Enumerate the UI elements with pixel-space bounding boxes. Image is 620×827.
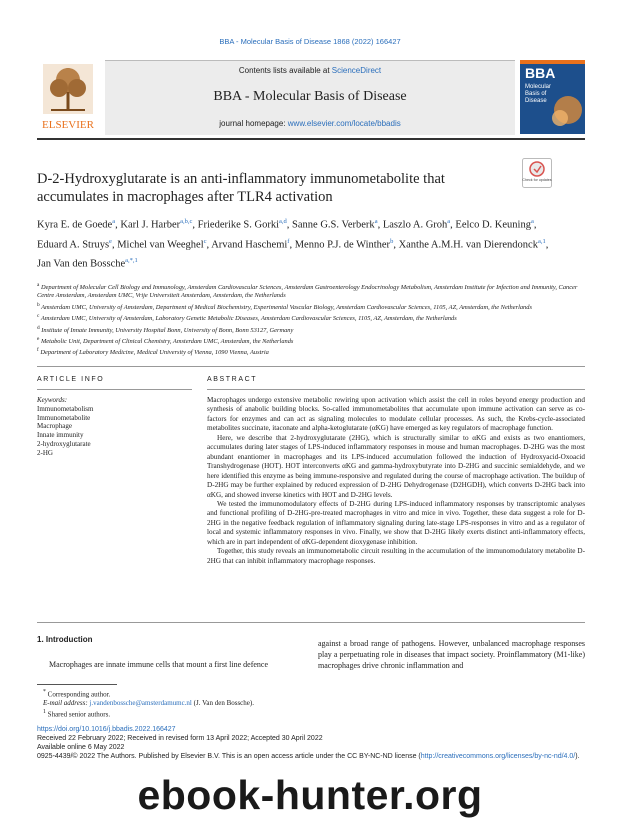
doi-link[interactable]: https://doi.org/10.1016/j.bbadis.2022.166427 bbox=[37, 726, 176, 733]
shared-footnote bbox=[43, 708, 343, 719]
email-label: E-mail address: bbox=[43, 699, 88, 708]
keywords-block bbox=[37, 396, 187, 458]
author-affiliation-mark[interactable]: a,1 bbox=[537, 237, 546, 245]
author-name[interactable]: Friederike S. Gorki bbox=[197, 219, 280, 231]
affiliation-mark: c bbox=[37, 313, 40, 320]
author-name[interactable]: Menno P.J. de Winther bbox=[294, 239, 391, 250]
author-name[interactable]: Xanthe A.M.H. van Dierendonck bbox=[398, 239, 538, 250]
watermark: ebook-hunter.org bbox=[137, 772, 483, 818]
corresponding-footnote bbox=[43, 688, 343, 699]
article-title: D-2-Hydroxyglutarate is an anti-inflammatory immunometabolite that accumulates in macrophages after TLR4 activation bbox=[37, 171, 445, 205]
abstract-body bbox=[207, 396, 585, 566]
abstract-rule bbox=[207, 389, 585, 390]
affiliations-divider bbox=[37, 366, 585, 367]
homepage-prefix: journal homepage: bbox=[219, 119, 286, 128]
keyword: Immunometabolism bbox=[37, 404, 94, 413]
author-affiliation-mark[interactable]: a bbox=[447, 218, 451, 225]
abstract-divider bbox=[37, 622, 585, 623]
affiliation-mark: b bbox=[37, 301, 40, 308]
section-heading: 1. Introduction bbox=[37, 635, 93, 644]
journal-citation[interactable]: BBA - Molecular Basis of Disease 1868 (2022) 166427 bbox=[219, 37, 401, 46]
footnote-mark: 1 bbox=[43, 709, 46, 716]
journal-title: BBA - Molecular Basis of Disease bbox=[213, 89, 407, 104]
author-affiliation-mark[interactable]: e bbox=[109, 237, 112, 245]
journal-header bbox=[37, 60, 585, 134]
abstract-paragraph: Here, we describe that 2-hydroxyglutarate (2HG), which is structurally similar to αKG and exists as two enantiomers, accumulates during later stages of LPS-induced inflammatory responses in mouse and human macrophages. D-2HG was the most abundant enantiomer in macrophages and its LPS-induced accumulation followed the induction of Hydroxyacid-Oxoacid Transhydrogenase (HOT). HOT interconverts αKG and gamma-hydroxybutyrate into D-2HG and succinic semialdehyde, and we here identified this enzyme as being immune-responsive and regulated during the course of macrophage activation. The buildup of D-2HG may be further explained by reduced expression of D-2HG Dehydrogenase (D2HGDH), which converts D-2HG back into αKG, and showed inverse kinetics with HOT and D-2HG levels. bbox=[207, 433, 585, 499]
license-link[interactable]: http://creativecommons.org/licenses/by-nc-nd/4.0/ bbox=[420, 753, 576, 760]
check-updates-label: Check for updates bbox=[522, 178, 552, 182]
shared-label: Shared senior authors. bbox=[47, 710, 111, 719]
contents-prefix: Contents lists available at bbox=[238, 66, 330, 75]
affiliation-item bbox=[37, 324, 585, 335]
affiliation-item bbox=[37, 312, 585, 323]
svg-text:Disease: Disease bbox=[525, 98, 547, 104]
author-affiliation-mark[interactable]: b bbox=[390, 237, 394, 245]
author-name[interactable]: Arvand Haschemi bbox=[211, 239, 288, 250]
corresponding-label: Corresponding author. bbox=[47, 690, 111, 699]
body-left-column bbox=[37, 634, 307, 670]
article-info-rule bbox=[37, 389, 192, 390]
keyword: Immunometabolite bbox=[37, 413, 91, 422]
author-name[interactable]: Michel van Weeghel bbox=[117, 239, 204, 250]
affiliations bbox=[37, 281, 585, 358]
affiliation-text: Department of Molecular Cell Biology and Immunology, Amsterdam Cardiovascular Sciences, Amsterdam Gastroenterology Endocrinology Metabolism, Amsterdam Institute for Infection and Immunity, Cancer Centre Amsterdam, Amsterdam UMC, Vrije Universiteit Amsterdam, Amsterdam, the Netherlands bbox=[37, 284, 578, 300]
header-divider bbox=[37, 138, 585, 140]
available-online: Available online 6 May 2022 bbox=[37, 744, 125, 751]
affiliation-item bbox=[37, 281, 585, 301]
elsevier-wordmark: ELSEVIER bbox=[42, 119, 94, 131]
affiliation-text: Department of Laboratory Medicine, Medical University of Vienna, 1090 Vienna, Austria bbox=[40, 349, 269, 357]
author-affiliation-mark[interactable]: a bbox=[530, 218, 534, 225]
keyword: 2-hydroxyglutarate bbox=[37, 439, 91, 448]
author-affiliation-mark[interactable]: a bbox=[112, 218, 116, 225]
footnote-rule bbox=[37, 684, 117, 685]
svg-text:Basis of: Basis of bbox=[525, 91, 547, 97]
author-name[interactable]: Sanne G.S. Verberk bbox=[292, 219, 375, 231]
affiliation-mark: a bbox=[37, 282, 40, 288]
license-line bbox=[37, 752, 585, 761]
author-affiliation-mark[interactable]: f bbox=[287, 237, 290, 245]
body-paragraph: Macrophages are innate immune cells that mount a first line defence bbox=[49, 660, 269, 669]
journal-banner bbox=[105, 60, 515, 135]
keyword: Macrophage bbox=[37, 422, 72, 431]
author-list: Kyra E. de Goede$^a$, Karl J. Harber$^{a,b,c}$, Friederike S. Gorki$^{a,d}$, Sanne G.S. Verberk$^a$, Laszlo A. Groh$^a$, Eelco D. Keuning$^a$, Eduard A. Struys$^e$, Michel van Weeghel$^c$, Arvand Haschemi$^f$, Menno P.J. de Winther$^b$, Xanthe A.M.H. van Dierendonck$^{a,1}$, Jan Van den Bossche$^{a,*,1}$ bbox=[37, 218, 549, 270]
article-footer bbox=[37, 725, 585, 761]
affiliation-text: Institute of Innate Immunity, University Hospital Bonn, University of Bonn, Bonn 53127, Germany bbox=[41, 326, 294, 334]
author-affiliation-mark[interactable]: a,*,1 bbox=[125, 257, 138, 264]
author-affiliation-mark[interactable]: a,d bbox=[279, 218, 287, 225]
abstract-paragraph: Together, this study reveals an immunometabolic circuit resulting in the accumulation of the immunomodulatory metabolite D-2HG that can inhibit inflammatory macrophage responses. bbox=[207, 547, 585, 565]
affiliation-mark: d bbox=[37, 324, 40, 331]
affiliation-item bbox=[37, 301, 585, 312]
author-affiliation-mark[interactable]: a,b,c bbox=[180, 218, 193, 225]
author-name[interactable]: Karl J. Harber bbox=[120, 219, 181, 231]
email-link[interactable]: j.vandenbossche@amsterdamumc.nl bbox=[89, 699, 192, 708]
abstract-paragraph: Macrophages undergo extensive metabolic rewiring upon activation which assist the cell in roles beyond energy production and synthesis of anabolic building blocks. So-called immunometabolites that accumulate upon immune activation can serve as co-factors for enzymes and can act as signaling molecules to modulate cellular processes. As such, the Krebs-cycle-associated metabolites succinate, itaconate and alpha-ketoglutarate (αKG) have emerged as key regulators of macrophage function. bbox=[207, 396, 585, 433]
author-affiliation-mark[interactable]: a bbox=[374, 218, 378, 225]
affiliation-text: Amsterdam UMC, University of Amsterdam, Department of Medical Biochemistry, Experimental Vascular Biology, Amsterdam Cardiovascular Sciences, 1105, AZ, Amsterdam, the Netherlands bbox=[41, 303, 532, 311]
license-text: 0925-4439/© 2022 The Authors. Published by Elsevier B.V. This is an open access article under the CC BY-NC-ND license ( bbox=[37, 753, 421, 760]
abstract-heading: ABSTRACT bbox=[207, 376, 258, 383]
email-owner: (J. Van den Bossche). bbox=[193, 699, 254, 708]
sciencedirect-link[interactable]: ScienceDirect bbox=[331, 66, 382, 75]
footnotes bbox=[43, 688, 343, 720]
journal-cover-image bbox=[520, 60, 585, 134]
affiliation-mark: f bbox=[37, 347, 39, 354]
keyword: 2-HG bbox=[37, 448, 53, 457]
homepage-link[interactable]: www.elsevier.com/locate/bbadis bbox=[287, 119, 401, 128]
article-info-heading: ARTICLE INFO bbox=[37, 376, 105, 383]
received-dates: Received 22 February 2022; Received in revised form 13 April 2022; Accepted 30 April 2022 bbox=[37, 735, 323, 742]
author-name[interactable]: Laszlo A. Groh bbox=[382, 219, 448, 231]
affiliation-item bbox=[37, 335, 585, 346]
homepage-line bbox=[105, 119, 515, 128]
email-footnote bbox=[43, 699, 343, 708]
affiliation-item bbox=[37, 346, 585, 357]
author-name[interactable]: Eduard A. Struys bbox=[37, 239, 110, 250]
affiliation-text: Amsterdam UMC, University of Amsterdam, Laboratory Genetic Metabolic Diseases, Amsterdam Cardiovascular Sciences, 1105, AZ, Amsterdam, the Netherlands bbox=[40, 315, 457, 323]
author-name[interactable]: Eelco D. Keuning bbox=[455, 219, 531, 231]
elsevier-logo bbox=[37, 60, 99, 134]
svg-text:BBA: BBA bbox=[525, 65, 556, 81]
keywords-label: Keywords: bbox=[37, 396, 68, 404]
affiliation-text: Metabolic Unit, Department of Clinical Chemistry, Amsterdam UMC, Amsterdam, the Netherlands bbox=[40, 338, 294, 346]
keyword: Innate immunity bbox=[37, 431, 84, 440]
abstract-paragraph: We tested the immunomodulatory effects of D-2HG during LPS-induced inflammatory responses by transcriptomic analyses and functional profiling of D-2HG-pre-treated macrophages in vitro and mice in vivo. Together, these data suggest a role for D-2HG in the negative feedback regulation of inflammatory signaling during late-stage LPS-responses in vitro and as a regulator of local and systemic inflammatory responses in vivo. Finally, we show that D-2HG likely exerts distinct anti-inflammatory effects, which are in part independent of αKG-dependent dioxygenase inhibition. bbox=[207, 499, 585, 546]
author-name[interactable]: Jan Van den Bossche bbox=[37, 258, 126, 270]
footnote-mark: * bbox=[43, 689, 46, 695]
author-affiliation-mark[interactable]: c bbox=[203, 237, 207, 245]
contents-line bbox=[105, 66, 515, 75]
license-end: ). bbox=[575, 753, 580, 760]
check-for-updates-badge[interactable] bbox=[522, 158, 552, 188]
author-name[interactable]: Kyra E. de Goede bbox=[37, 219, 113, 231]
svg-text:Molecular: Molecular bbox=[525, 84, 552, 90]
affiliation-mark: e bbox=[37, 335, 40, 342]
body-right-column: against a broad range of pathogens. However, unbalanced macrophage responses play a perpetuating role in diseases that impact society. Proinflammatory (M1-like) macrophages drive chronic inflammation and bbox=[318, 639, 585, 670]
